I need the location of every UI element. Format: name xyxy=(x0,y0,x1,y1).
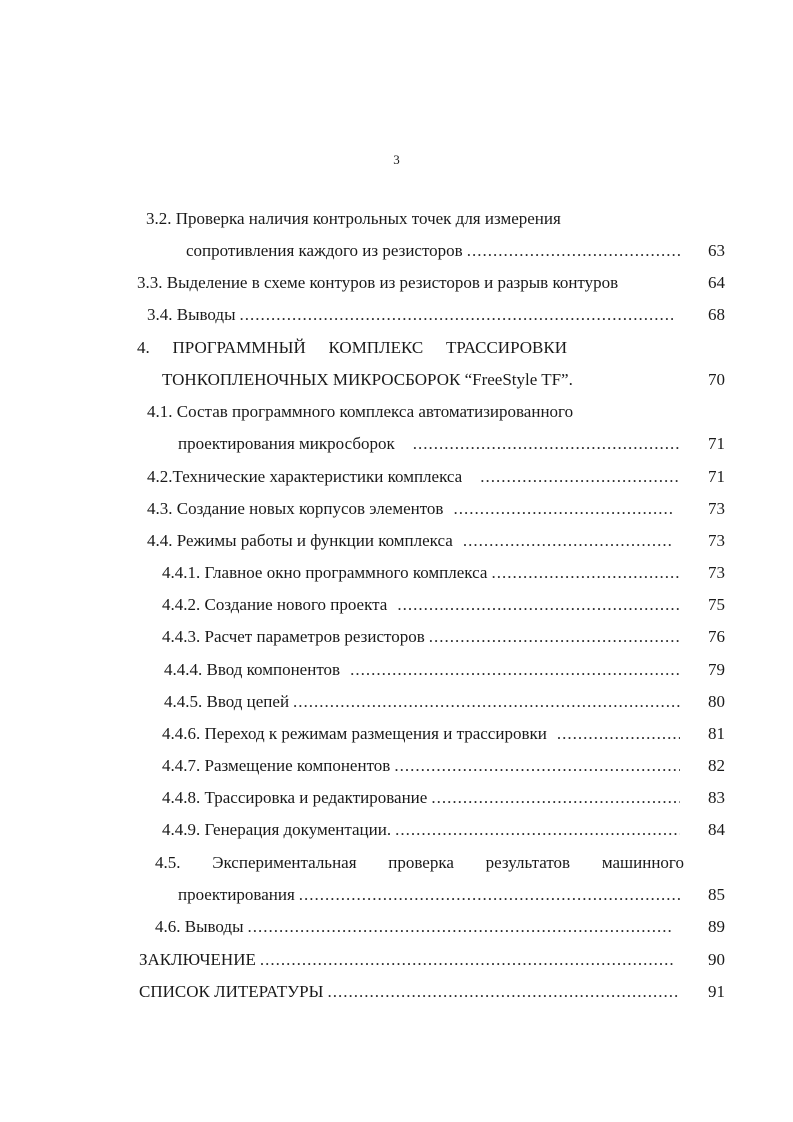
toc-entry-text: 4.4.8. Трассировка и редактирование xyxy=(162,788,428,807)
toc-entry-3-3: 3.3. Выделение в схеме контуров из резисторов и разрыв контуров xyxy=(137,273,619,292)
toc-entry-4-line2: ТОНКОПЛЕНОЧНЫХ МИКРОСБОРОК “FreeStyle TF”. xyxy=(162,370,573,389)
toc-entry-4-1-line1: 4.1. Состав программного комплекса автоматизированного xyxy=(147,402,574,421)
toc-page-number: 75 xyxy=(708,595,725,614)
toc-word: 4. xyxy=(137,338,150,357)
toc-page-number: 79 xyxy=(708,660,725,679)
toc-entry-3-2-line1: 3.2. Проверка наличия контрольных точек для измерения xyxy=(146,209,561,228)
toc-word: ТРАССИРОВКИ xyxy=(446,338,567,357)
leader-dots xyxy=(394,754,680,778)
leader-dots xyxy=(260,948,675,972)
toc-page-number: 63 xyxy=(708,241,725,260)
toc-page-number: 90 xyxy=(708,950,725,969)
page-number: 3 xyxy=(393,152,400,167)
toc-entry-4-5-line2 xyxy=(178,883,684,907)
toc-page-number: 85 xyxy=(708,885,725,904)
leader-dots xyxy=(327,980,680,1004)
leader-dots xyxy=(240,303,673,327)
toc-page-number: 83 xyxy=(708,788,725,807)
toc-entry-text: 4.4.5. Ввод цепей xyxy=(164,692,290,711)
leader-dots xyxy=(350,658,680,682)
toc-entry-4-4-2 xyxy=(162,593,684,617)
toc-page-number: 73 xyxy=(708,563,725,582)
leader-dots xyxy=(431,786,680,810)
toc-word: результатов xyxy=(485,853,571,872)
toc-entry-3-2-line2 xyxy=(186,239,686,263)
toc-entry-4-4 xyxy=(147,529,677,553)
toc-entry-4-4-1 xyxy=(162,561,684,585)
leader-dots xyxy=(429,625,680,649)
leader-dots xyxy=(248,915,673,939)
toc-entry-4-4-6 xyxy=(162,722,684,746)
toc-entry-4-3 xyxy=(147,497,677,521)
toc-entry-text: 4.4.9. Генерация документации. xyxy=(162,820,392,839)
toc-entry-4-4-4 xyxy=(164,658,684,682)
leader-dots xyxy=(397,593,680,617)
toc-entry-4-1-line2 xyxy=(178,432,684,456)
toc-entry-text: 4.4.6. Переход к режимам размещения и трассировки xyxy=(162,724,547,743)
toc-page-number: 70 xyxy=(708,370,725,389)
toc-entry-4-4-5 xyxy=(164,690,684,714)
toc-entry-4-6 xyxy=(155,915,677,939)
leader-dots xyxy=(480,465,678,489)
leader-dots xyxy=(293,690,680,714)
leader-dots xyxy=(299,883,680,907)
toc-entry-4-4-7 xyxy=(162,754,684,778)
toc-entry-text: 4.4. Режимы работы и функции комплекса xyxy=(147,531,453,550)
toc-page-number: 68 xyxy=(708,305,725,324)
toc-page-number: 91 xyxy=(708,982,725,1001)
toc-word: 4.5. xyxy=(155,853,181,872)
toc-entry-4-4-9 xyxy=(162,818,684,842)
toc-page-number: 82 xyxy=(708,756,725,775)
toc-entry-text: проектирования xyxy=(178,885,295,904)
toc-word: проверка xyxy=(388,853,454,872)
toc-entry-4-4-3 xyxy=(162,625,684,649)
toc-word: машинного xyxy=(601,853,684,872)
toc-page-number: 73 xyxy=(708,531,725,550)
toc-entry-text: сопротивления каждого из резисторов xyxy=(186,241,463,260)
leader-dots xyxy=(463,529,673,553)
toc-page-number: 80 xyxy=(708,692,725,711)
leader-dots xyxy=(557,722,680,746)
toc-entry-text: 4.3. Создание новых корпусов элементов xyxy=(147,499,444,518)
toc-page-number: 64 xyxy=(708,273,725,292)
toc-entry-text: 3.4. Выводы xyxy=(147,305,236,324)
toc-entry-4-4-8 xyxy=(162,786,684,810)
toc-entry-text: 4.4.2. Создание нового проекта xyxy=(162,595,388,614)
leader-dots xyxy=(491,561,680,585)
toc-entry-text: СПИСОК ЛИТЕРАТУРЫ xyxy=(139,982,324,1001)
toc-page-number: 84 xyxy=(708,820,725,839)
toc-word: ПРОГРАММНЫЙ xyxy=(172,338,306,357)
toc-entry-3-4 xyxy=(147,303,677,327)
toc-entry-4-line1 xyxy=(137,336,567,360)
toc-page-number: 71 xyxy=(708,434,725,453)
toc-entry-text: 4.4.7. Размещение компонентов xyxy=(162,756,391,775)
toc-word: КОМПЛЕКС xyxy=(328,338,424,357)
toc-page-number: 76 xyxy=(708,627,725,646)
toc-page-number: 81 xyxy=(708,724,725,743)
toc-entry-4-2 xyxy=(147,465,682,489)
toc-entry-conclusion xyxy=(139,948,679,972)
toc-word: Экспериментальная xyxy=(212,853,357,872)
toc-entry-text: 4.4.4. Ввод компонентов xyxy=(164,660,341,679)
toc-page-number: 89 xyxy=(708,917,725,936)
leader-dots xyxy=(453,497,673,521)
toc-entry-4-5-line1 xyxy=(155,851,684,875)
toc-entry-text: 4.2.Технические характеристики комплекса xyxy=(147,467,463,486)
toc-entry-text: 4.4.3. Расчет параметров резисторов xyxy=(162,627,425,646)
toc-entry-text: 4.4.1. Главное окно программного комплекса xyxy=(162,563,488,582)
leader-dots xyxy=(413,432,680,456)
toc-entry-text: ЗАКЛЮЧЕНИЕ xyxy=(139,950,256,969)
leader-dots xyxy=(395,818,680,842)
toc-entry-text: 4.6. Выводы xyxy=(155,917,244,936)
toc-page-number: 71 xyxy=(708,467,725,486)
leader-dots xyxy=(467,239,682,263)
toc-entry-references xyxy=(139,980,684,1004)
toc-page-number: 73 xyxy=(708,499,725,518)
toc-entry-text: проектирования микросборок xyxy=(178,434,395,453)
